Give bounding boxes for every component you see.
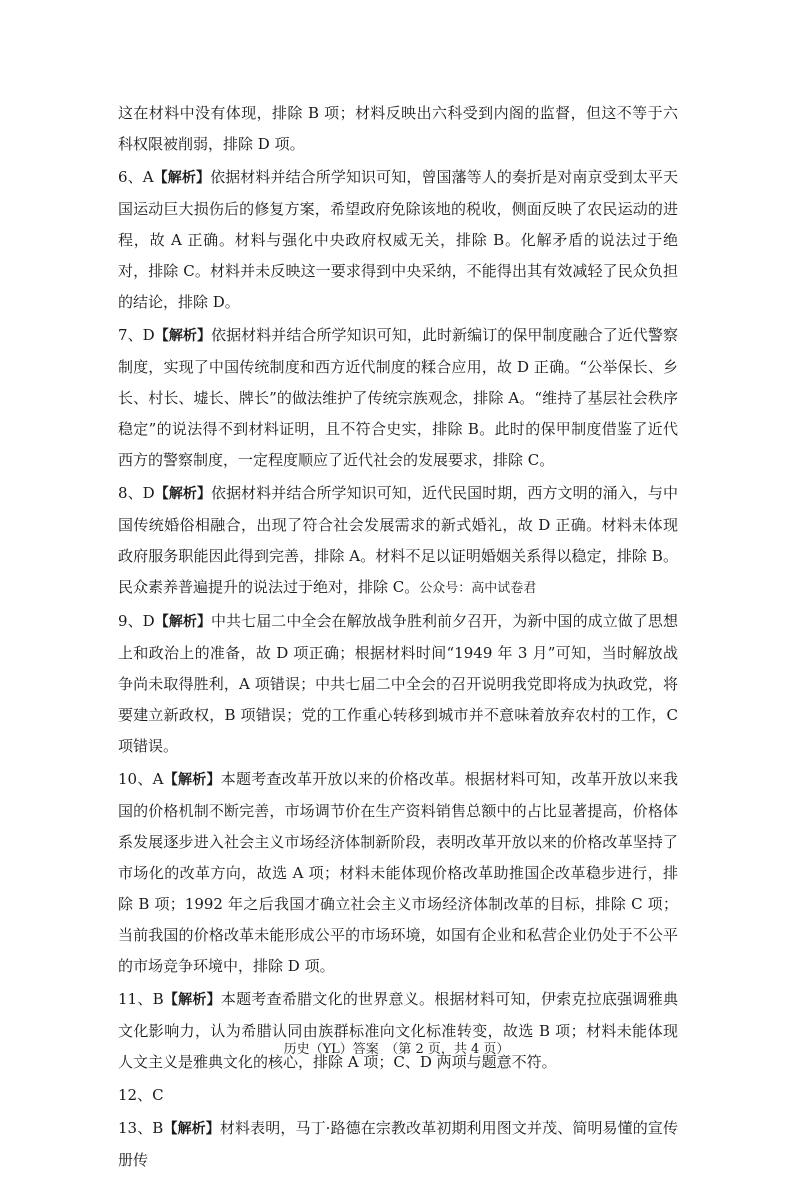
answer-item-6 [118,162,678,318]
answer-item-12 [118,1080,678,1111]
answer-number: 9、D [118,612,155,630]
analysis-tag: 【解析】 [154,328,212,344]
answer-number: 11、B [118,990,164,1008]
answer-paragraph-continuation [118,98,678,160]
analysis-tag: 【解析】 [154,614,212,630]
answer-number: 12、C [118,1086,164,1104]
answer-text: 依据材料并结合所学知识可知，曾国藩等人的奏折是对南京受到太平天国运动巨大损伤后的修复方案，希望政府免除该地的税收，侧面反映了农民运动的进程，故 A 正确。材料与强化中央政府权威无关，排除 B。化解矛盾的说法过于绝对，排除 C。材料并未反映这一要求得到中央采纳，不能得出其有效减轻了民众负担的结论，排除 D。 [118,168,678,311]
answer-content [118,98,678,1178]
answer-item-9 [118,606,678,762]
watermark-text: 公众号：高中试卷君 [419,581,537,596]
analysis-tag: 【解析】 [154,486,212,502]
analysis-tag: 【解析】 [163,992,221,1008]
answer-number: 13、B [118,1119,164,1137]
analysis-tag: 【解析】 [153,170,211,186]
answer-text: 中共七届二中全会在解放战争胜利前夕召开，为新中国的成立做了思想上和政治上的准备，故 D 项正确；根据材料时间“1949 年 3 月”可知，当时解放战争尚未取得胜利，A 项错误；中共七届二中全会的召开说明我党即将成为执政党，将要建立新政权，B 项错误；党的工作重心转移到城市并不意味着放弃农村的工作，C 项错误。 [118,612,678,755]
answer-text: 本题考查改革开放以来的价格改革。根据材料可知，改革开放以来我国的价格机制不断完善，市场调节价在生产资料销售总额中的占比显著提高，价格体系发展逐步进入社会主义市场经济体制新阶段，表明改革开放以来的价格改革坚持了市场化的改革方向，故选 A 项；材料未能体现价格改革助推国企改革稳步进行，排除 B 项；1992 年之后我国才确立社会主义市场经济体制改革的目标，排除 C 项；当前我国的价格改革未能形成公平的市场环境，如国有企业和私营企业仍处于不公平的市场竞争环境中，排除 D 项。 [118,770,679,975]
answer-number: 10、A [118,770,164,788]
answer-number: 8、D [118,484,155,502]
answer-item-7 [118,320,678,476]
answer-text: 依据材料并结合所学知识可知，近代民国时期，西方文明的涌入，与中国传统婚俗相融合，出现了符合社会发展需求的新式婚礼，故 D 正确。材料未体现政府服务职能因此得到完善，排除 A。材料不足以证明婚姻关系得以稳定，排除 B。民众素养普遍提升的说法过于绝对，排除 C。 [118,484,678,596]
answer-item-8 [118,478,678,604]
answer-text: 本题考查希腊文化的世界意义。根据材料可知，伊索克拉底强调雅典文化影响力，认为希腊认同由族群标准向文化标准转变，故选 B 项；材料未能体现人文主义是雅典文化的核心，排除 A 项；C、D 两项与题意不符。 [118,990,678,1071]
answer-item-13 [118,1113,678,1176]
answer-text: 材料表明，马丁·路德在宗教改革初期利用图文并茂、简明易懂的宣传册传 [118,1119,678,1169]
answer-number: 6、A [118,168,154,186]
answer-number: 7、D [118,326,155,344]
answer-item-11 [118,984,678,1078]
analysis-tag: 【解析】 [163,772,221,788]
page-footer: 历史（YL）答案 （第 2 页，共 4 页） [283,1042,510,1057]
analysis-tag: 【解析】 [163,1121,220,1137]
answer-item-10 [118,764,678,982]
answer-text: 这在材料中没有体现，排除 B 项；材料反映出六科受到内阁的监督，但这不等于六科权限被削弱，排除 D 项。 [118,104,678,153]
answer-text: 依据材料并结合所学知识可知，此时新编订的保甲制度融合了近代警察制度，实现了中国传统制度和西方近代制度的糅合应用，故 D 正确。“公举保长、乡长、村长、墟长、牌长”的做法维护了传统宗族观念，排除 A。“维持了基层社会秩序稳定”的说法得不到材料证明，且不符合史实，排除 B。此时的保甲制度借鉴了近代西方的警察制度，一定程度顺应了近代社会的发展要求，排除 C。 [118,326,678,469]
